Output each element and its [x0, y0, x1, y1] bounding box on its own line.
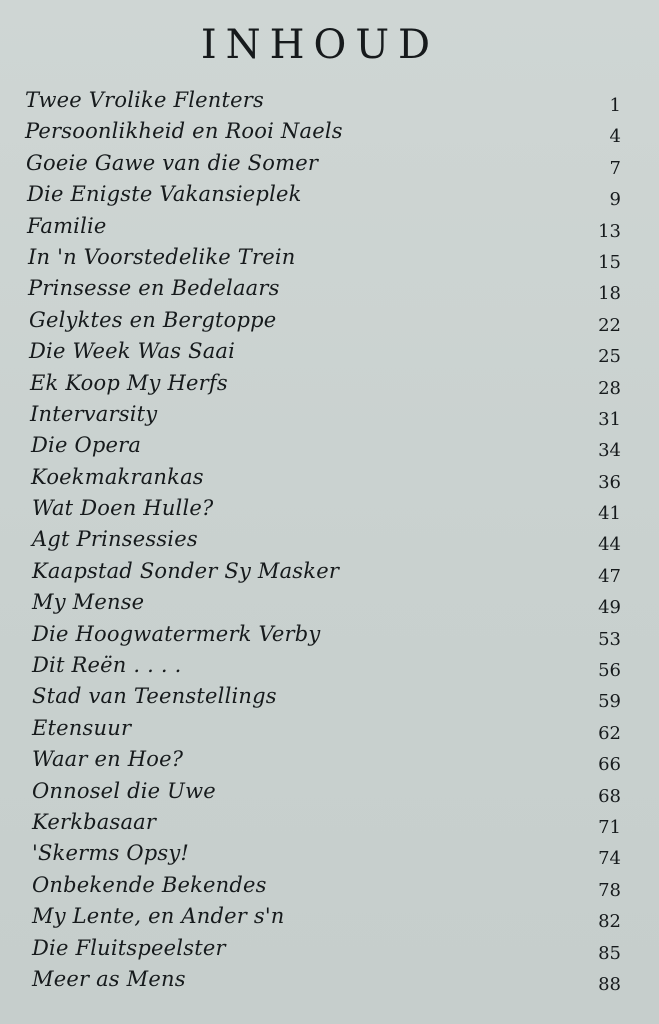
toc-entry-page: 59 — [598, 691, 621, 713]
toc-entry-title: In 'n Voorstedelike Trein — [28, 244, 296, 269]
toc-entry-page: 18 — [598, 283, 621, 305]
toc-entry-title: Gelyktes en Bergtoppe — [29, 307, 277, 332]
toc-entry — [0, 808, 659, 839]
toc-entry-page: 62 — [598, 722, 621, 744]
toc-entry — [0, 620, 659, 651]
toc-entry-title: Prinsesse en Bedelaars — [28, 276, 280, 301]
toc-entry-title: Die Enigste Vakansieplek — [27, 182, 302, 207]
toc-entry — [0, 902, 659, 933]
toc-entry-title: Wat Doen Hulle? — [32, 496, 214, 521]
toc-entry-page: 82 — [598, 911, 621, 933]
toc-entry-title: Waar en Hoe? — [32, 747, 184, 772]
toc-entry-title: Kerkbasaar — [32, 809, 157, 834]
toc-entry-page: 36 — [598, 471, 621, 493]
toc-entry — [0, 243, 659, 274]
toc-entry — [0, 463, 659, 494]
toc-entry-page: 31 — [598, 408, 621, 430]
toc-entry — [0, 745, 659, 776]
toc-entry-title: Die Week Was Saai — [29, 339, 236, 364]
toc-entry-title: My Lente, en Ander s'n — [32, 904, 285, 929]
toc-entry-title: Intervarsity — [30, 401, 158, 426]
toc-entry-title: Die Opera — [31, 433, 142, 458]
toc-entry-title: Persoonlikheid en Rooi Naels — [25, 119, 343, 144]
toc-entry-page: 49 — [598, 597, 621, 619]
toc-entry — [0, 337, 659, 368]
toc-entry-page: 85 — [598, 942, 621, 964]
toc-entry — [0, 871, 659, 902]
toc-entry — [0, 431, 659, 462]
toc-entry — [0, 274, 659, 305]
toc-entry-page: 41 — [598, 503, 621, 525]
toc-entry-title: Dit Reën . . . . — [32, 653, 182, 678]
toc-entry — [0, 651, 659, 682]
toc-entry — [0, 714, 659, 745]
toc-entry — [0, 494, 659, 525]
toc-entry-page: 56 — [598, 660, 621, 682]
toc-entry-title: My Mense — [32, 590, 145, 615]
toc-entry-page: 74 — [598, 848, 621, 870]
toc-entry-page: 15 — [598, 251, 621, 273]
toc-entry-title: Stad van Teenstellings — [32, 684, 277, 709]
toc-entry-title: Twee Vrolike Flenters — [25, 88, 264, 112]
toc-entry-page: 1 — [609, 95, 621, 116]
toc-entry-page: 34 — [598, 440, 621, 462]
toc-entry — [0, 682, 659, 713]
toc-entry — [0, 557, 659, 588]
toc-entry-page: 44 — [598, 534, 621, 556]
toc-entry-page: 28 — [598, 377, 621, 399]
toc-entry-page: 68 — [598, 785, 621, 807]
toc-entry — [0, 400, 659, 431]
toc-entry — [0, 212, 659, 243]
toc-entry — [0, 117, 659, 148]
toc-entry — [0, 934, 659, 965]
page-title: INHOUD — [200, 22, 440, 68]
toc-entry-title: Onnosel die Uwe — [32, 778, 216, 803]
toc-entry — [0, 180, 659, 211]
toc-entry — [0, 588, 659, 619]
toc-entry-page: 53 — [598, 628, 621, 650]
toc-entry — [0, 777, 659, 808]
toc-entry-page: 78 — [598, 879, 621, 901]
toc-entry-page: 4 — [609, 126, 621, 148]
toc-entry — [0, 86, 659, 117]
toc-entry — [0, 839, 659, 870]
toc-entry-title: Die Hoogwatermerk Verby — [32, 621, 321, 646]
toc-entry-title: Goeie Gawe van die Somer — [26, 150, 319, 175]
toc-entry — [0, 369, 659, 400]
toc-entry-title: Etensuur — [32, 715, 132, 740]
table-of-contents — [0, 86, 659, 996]
toc-entry-page: 47 — [598, 565, 621, 587]
toc-entry-title: Onbekende Bekendes — [32, 872, 267, 897]
toc-entry-page: 66 — [598, 754, 621, 776]
toc-entry — [0, 149, 659, 180]
toc-entry-page: 22 — [598, 314, 621, 336]
toc-entry-title: Koekmakrankas — [31, 464, 204, 489]
toc-entry — [0, 965, 659, 996]
toc-entry-title: Familie — [27, 213, 107, 238]
toc-entry-title: Die Fluitspeelster — [32, 935, 226, 960]
toc-entry-page: 88 — [598, 973, 621, 995]
toc-entry-title: Meer as Mens — [32, 966, 186, 991]
toc-entry-page: 7 — [609, 157, 621, 179]
toc-entry-page: 9 — [609, 189, 621, 211]
toc-entry — [0, 306, 659, 337]
toc-entry — [0, 525, 659, 556]
toc-entry-page: 13 — [598, 220, 621, 242]
toc-entry-title: Ek Koop My Herfs — [30, 370, 228, 395]
toc-entry-page: 25 — [598, 346, 621, 368]
toc-entry-title: Kaapstad Sonder Sy Masker — [32, 558, 340, 583]
toc-entry-page: 71 — [598, 816, 621, 838]
toc-entry-title: Agt Prinsessies — [32, 527, 198, 552]
toc-entry-title: 'Skerms Opsy! — [32, 841, 190, 866]
